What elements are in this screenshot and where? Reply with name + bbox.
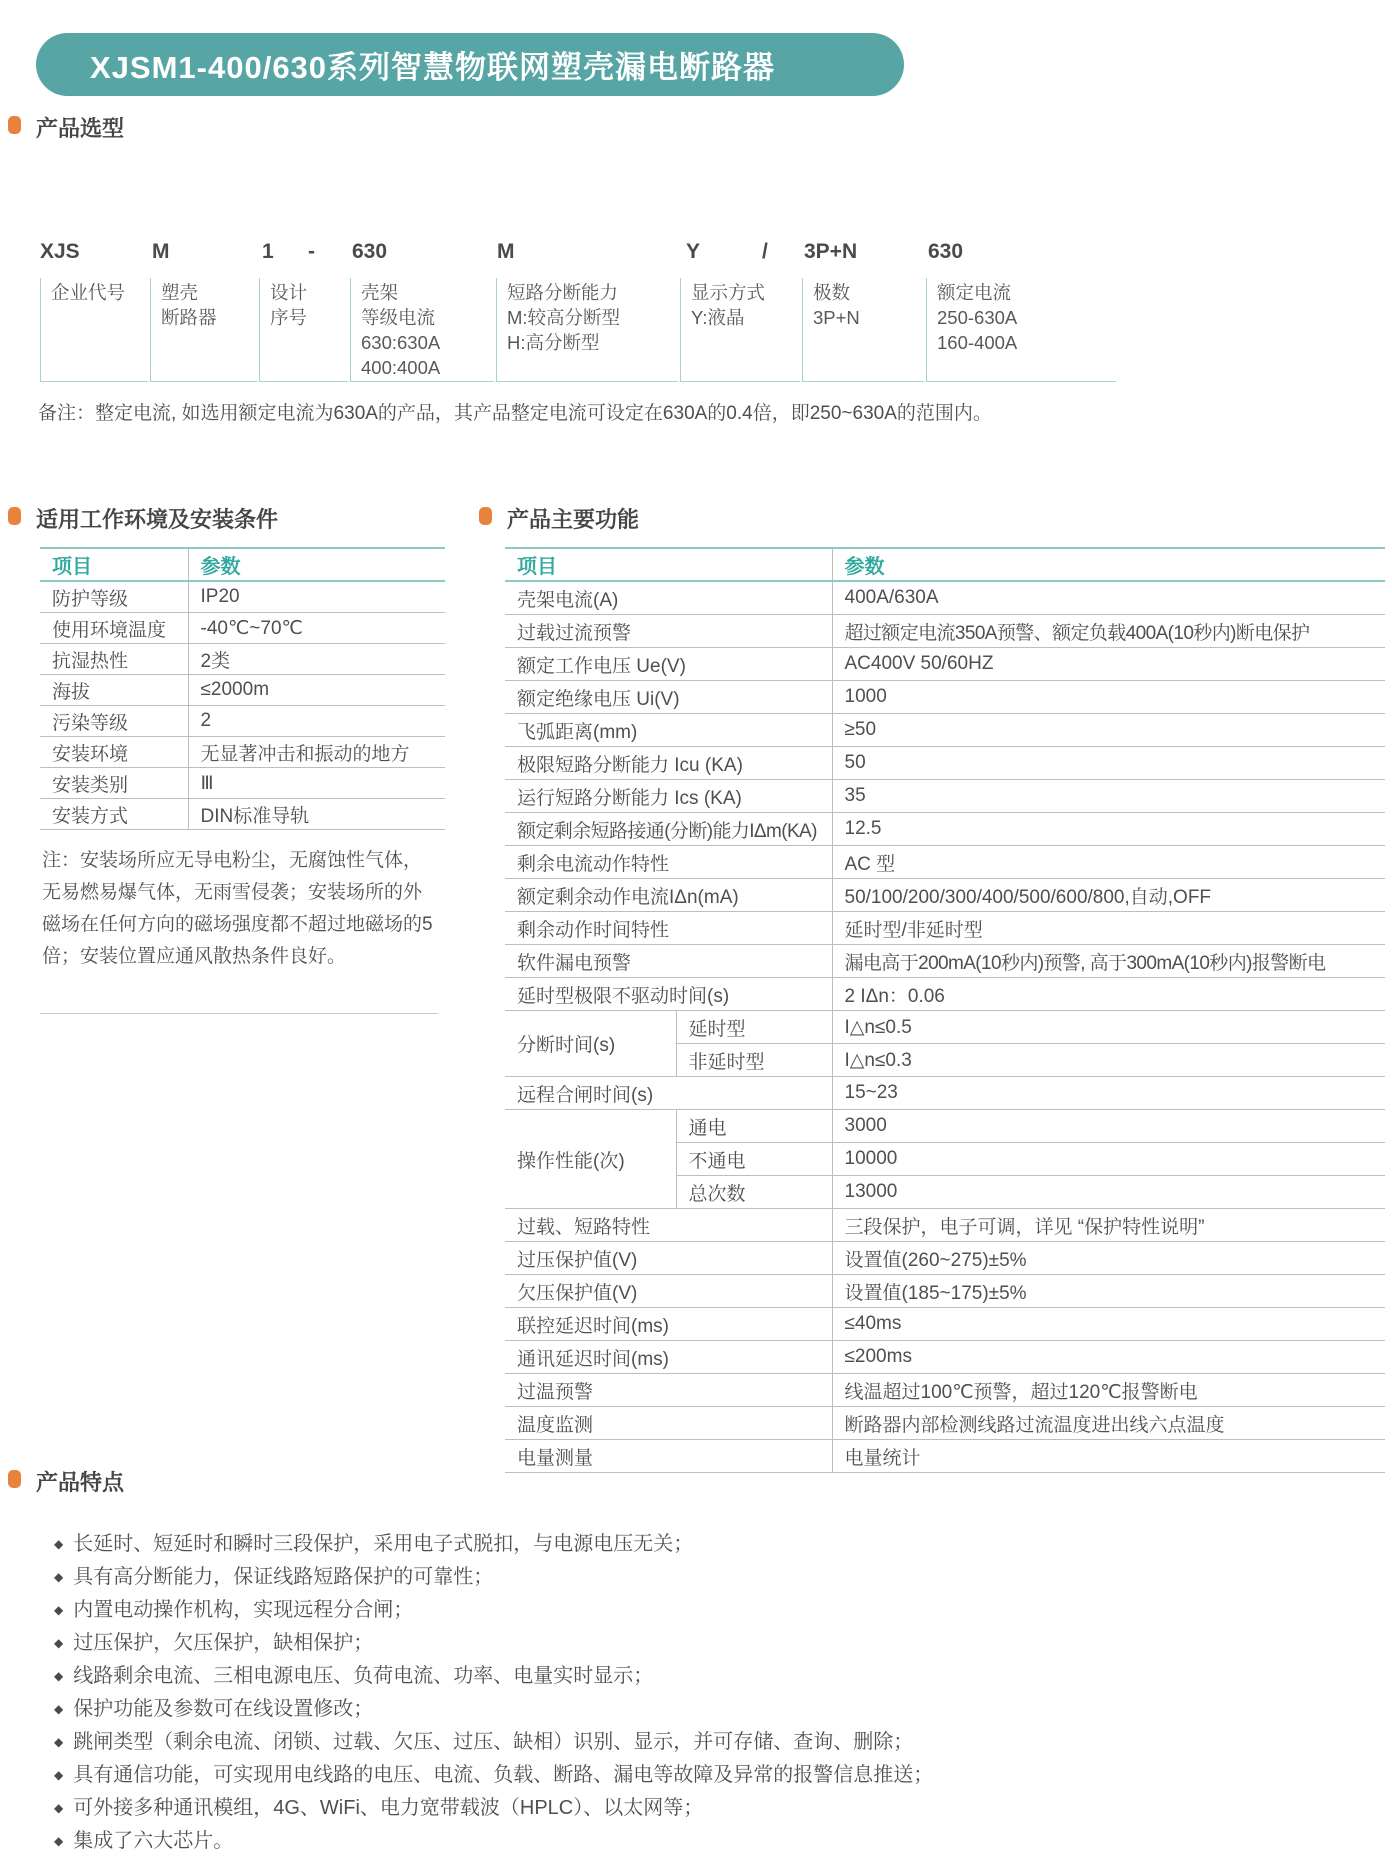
- table-row: 额定工作电压 Ue(V) AC400V 50/60HZ: [505, 648, 1385, 681]
- table-row: 过压保护值(V) 设置值(260~275)±5%: [505, 1242, 1385, 1275]
- table-row: 海拔 ≤2000m: [40, 675, 445, 706]
- title-banner: [36, 33, 904, 96]
- list-item: ◆ 保护功能及参数可在线设置修改；: [54, 1698, 374, 1720]
- table-row: 极限短路分断能力 Icu (KA) 50: [505, 747, 1385, 780]
- diamond-bullet-icon: ◆: [54, 1570, 64, 1584]
- diamond-bullet-icon: ◆: [54, 1768, 64, 1782]
- list-item: ◆ 线路剩余电流、三相电源电压、负荷电流、功率、电量实时显示；: [54, 1665, 654, 1687]
- table-row: 分断时间(s) 延时型 I△n≤0.5: [505, 1011, 1385, 1044]
- table-row: 污染等级 2: [40, 706, 445, 737]
- table-row: 温度监测 断路器内部检测线路过流温度进出线六点温度: [505, 1407, 1385, 1440]
- model-code-letter: /: [762, 240, 768, 263]
- table-row: 使用环境温度 -40℃~70℃: [40, 613, 445, 644]
- functions-table: [505, 547, 1385, 1473]
- model-code-diagram: [40, 240, 1160, 500]
- table-row: 延时型极限不驱动时间(s) 2 IΔn：0.06: [505, 978, 1385, 1011]
- table-row: 防护等级 IP20: [40, 581, 445, 613]
- table-row: 壳架电流(A) 400A/630A: [505, 581, 1385, 615]
- list-item: ◆ 长延时、短延时和瞬时三段保护，采用电子式脱扣，与电源电压无关；: [54, 1533, 694, 1555]
- section-heading-features: [8, 1466, 124, 1497]
- table-row: 额定剩余动作电流IΔn(mA) 50/100/200/300/400/500/600/800,自动,OFF: [505, 879, 1385, 912]
- diamond-bullet-icon: ◆: [54, 1702, 64, 1716]
- features-list: [54, 1528, 1374, 1858]
- diamond-bullet-icon: ◆: [54, 1636, 64, 1650]
- table-row: 操作性能(次) 通电 3000: [505, 1110, 1385, 1143]
- model-code-cell: 显示方式 Y:液晶: [680, 278, 800, 382]
- list-item: ◆ 跳闸类型（剩余电流、闭锁、过载、欠压、过压、缺相）识别、显示，并可存储、查询、删除；: [54, 1731, 914, 1753]
- table-row: 过载过流预警 超过额定电流350A预警、额定负载400A(10秒内)断电保护: [505, 615, 1385, 648]
- table-header-row: [40, 548, 445, 581]
- diamond-bullet-icon: ◆: [54, 1801, 64, 1815]
- table-row: 远程合闸时间(s) 15~23: [505, 1077, 1385, 1110]
- model-code-cell: 极数 3P+N: [802, 278, 924, 382]
- section-title: 适用工作环境及安装条件: [36, 507, 279, 532]
- column-header: 参数: [188, 548, 445, 581]
- section-bullet-icon: [8, 507, 21, 525]
- table-row: 剩余动作时间特性 延时型/非延时型: [505, 912, 1385, 945]
- model-code-cell: 壳架 等级电流 630:630A 400:400A: [350, 278, 494, 382]
- table-row: 额定绝缘电压 Ui(V) 1000: [505, 681, 1385, 714]
- model-code-letter: M: [497, 240, 515, 263]
- table-row: 非延时型 I△n≤0.3: [505, 1044, 1385, 1077]
- section-title: 产品特点: [36, 1470, 125, 1495]
- diamond-bullet-icon: ◆: [54, 1735, 64, 1749]
- section-heading-functions: [479, 503, 639, 534]
- table-header-row: [505, 548, 1385, 581]
- divider-line: [40, 1013, 438, 1014]
- table-row: 软件漏电预警 漏电高于200mA(10秒内)预警, 高于300mA(10秒内)报警断电: [505, 945, 1385, 978]
- page-title: XJSM1-400/630系列智慧物联网塑壳漏电断路器: [90, 50, 776, 85]
- model-code-cell: 短路分断能力 M:较高分断型 H:高分断型: [496, 278, 678, 382]
- model-code-letter: 630: [352, 240, 388, 263]
- table-row: 通讯延迟时间(ms) ≤200ms: [505, 1341, 1385, 1374]
- model-code-cell: 企业代号: [40, 278, 148, 382]
- model-code-letter: 1: [262, 240, 274, 263]
- column-header: 项目: [505, 548, 832, 581]
- environment-table: [40, 547, 445, 830]
- section-bullet-icon: [8, 116, 21, 134]
- table-row: 安装环境 无显著冲击和振动的地方: [40, 737, 445, 768]
- table-row: 飞弧距离(mm) ≥50: [505, 714, 1385, 747]
- column-header: 参数: [832, 548, 1385, 581]
- table-row: 运行短路分断能力 Ics (KA) 35: [505, 780, 1385, 813]
- model-code-letter: 630: [928, 240, 964, 263]
- column-header: 项目: [40, 548, 188, 581]
- section-bullet-icon: [8, 1470, 21, 1488]
- table-row: 过载、短路特性 三段保护，电子可调，详见 “保护特性说明”: [505, 1209, 1385, 1242]
- model-code-letter: XJS: [40, 240, 80, 263]
- diamond-bullet-icon: ◆: [54, 1537, 64, 1551]
- table-row: 联控延迟时间(ms) ≤40ms: [505, 1308, 1385, 1341]
- model-code-cell: 塑壳 断路器: [150, 278, 257, 382]
- model-code-letter: 3P+N: [804, 240, 858, 263]
- diamond-bullet-icon: ◆: [54, 1603, 64, 1617]
- list-item: ◆ 具有高分断能力，保证线路短路保护的可靠性；: [54, 1566, 494, 1588]
- list-item: ◆ 内置电动操作机构，实现远程分合闸；: [54, 1599, 414, 1621]
- model-code-letter: M: [152, 240, 170, 263]
- section-bullet-icon: [479, 507, 492, 525]
- model-code-letter: -: [308, 240, 315, 263]
- section-title: 产品选型: [36, 116, 125, 141]
- model-code-letter: Y: [686, 240, 701, 263]
- table-row: 剩余电流动作特性 AC 型: [505, 846, 1385, 879]
- table-row: 总次数 13000: [505, 1176, 1385, 1209]
- installation-note: 注：安装场所应无导电粉尘，无腐蚀性气体，无易燃易爆气体，无雨雪侵袭；安装场所的外磁场在任何方向的磁场强度都不超过地磁场的5倍；安装位置应通风散热条件良好。: [42, 850, 433, 967]
- list-item: ◆ 集成了六大芯片。: [54, 1830, 234, 1852]
- model-remark: 备注：整定电流, 如选用额定电流为630A的产品，其产品整定电流可设定在630A的0.4倍，即250~630A的范围内。: [38, 403, 992, 424]
- model-code-cell: 额定电流 250-630A 160-400A: [926, 278, 1116, 382]
- model-code-cell: 设计 序号: [259, 278, 348, 382]
- table-row: 欠压保护值(V) 设置值(185~175)±5%: [505, 1275, 1385, 1308]
- table-row: 安装类别 Ⅲ: [40, 768, 445, 799]
- table-row: 抗湿热性 2类: [40, 644, 445, 675]
- diamond-bullet-icon: ◆: [54, 1834, 64, 1848]
- list-item: ◆ 过压保护，欠压保护，缺相保护；: [54, 1632, 374, 1654]
- table-row: 额定剩余短路接通(分断)能力IΔm(KA) 12.5: [505, 813, 1385, 846]
- table-row: 不通电 10000: [505, 1143, 1385, 1176]
- section-heading-selection: [8, 112, 124, 143]
- diamond-bullet-icon: ◆: [54, 1669, 64, 1683]
- list-item: ◆ 具有通信功能，可实现用电线路的电压、电流、负载、断路、漏电等故障及异常的报警信息推送；: [54, 1764, 934, 1786]
- table-row: 安装方式 DIN标准导轨: [40, 799, 445, 830]
- list-item: ◆ 可外接多种通讯模组，4G、WiFi、电力宽带载波（HPLC）、以太网等；: [54, 1797, 704, 1819]
- table-row: 过温预警 线温超过100℃预警，超过120℃报警断电: [505, 1374, 1385, 1407]
- section-title: 产品主要功能: [507, 507, 640, 532]
- table-row: 电量测量 电量统计: [505, 1440, 1385, 1473]
- section-heading-environment: [8, 503, 278, 534]
